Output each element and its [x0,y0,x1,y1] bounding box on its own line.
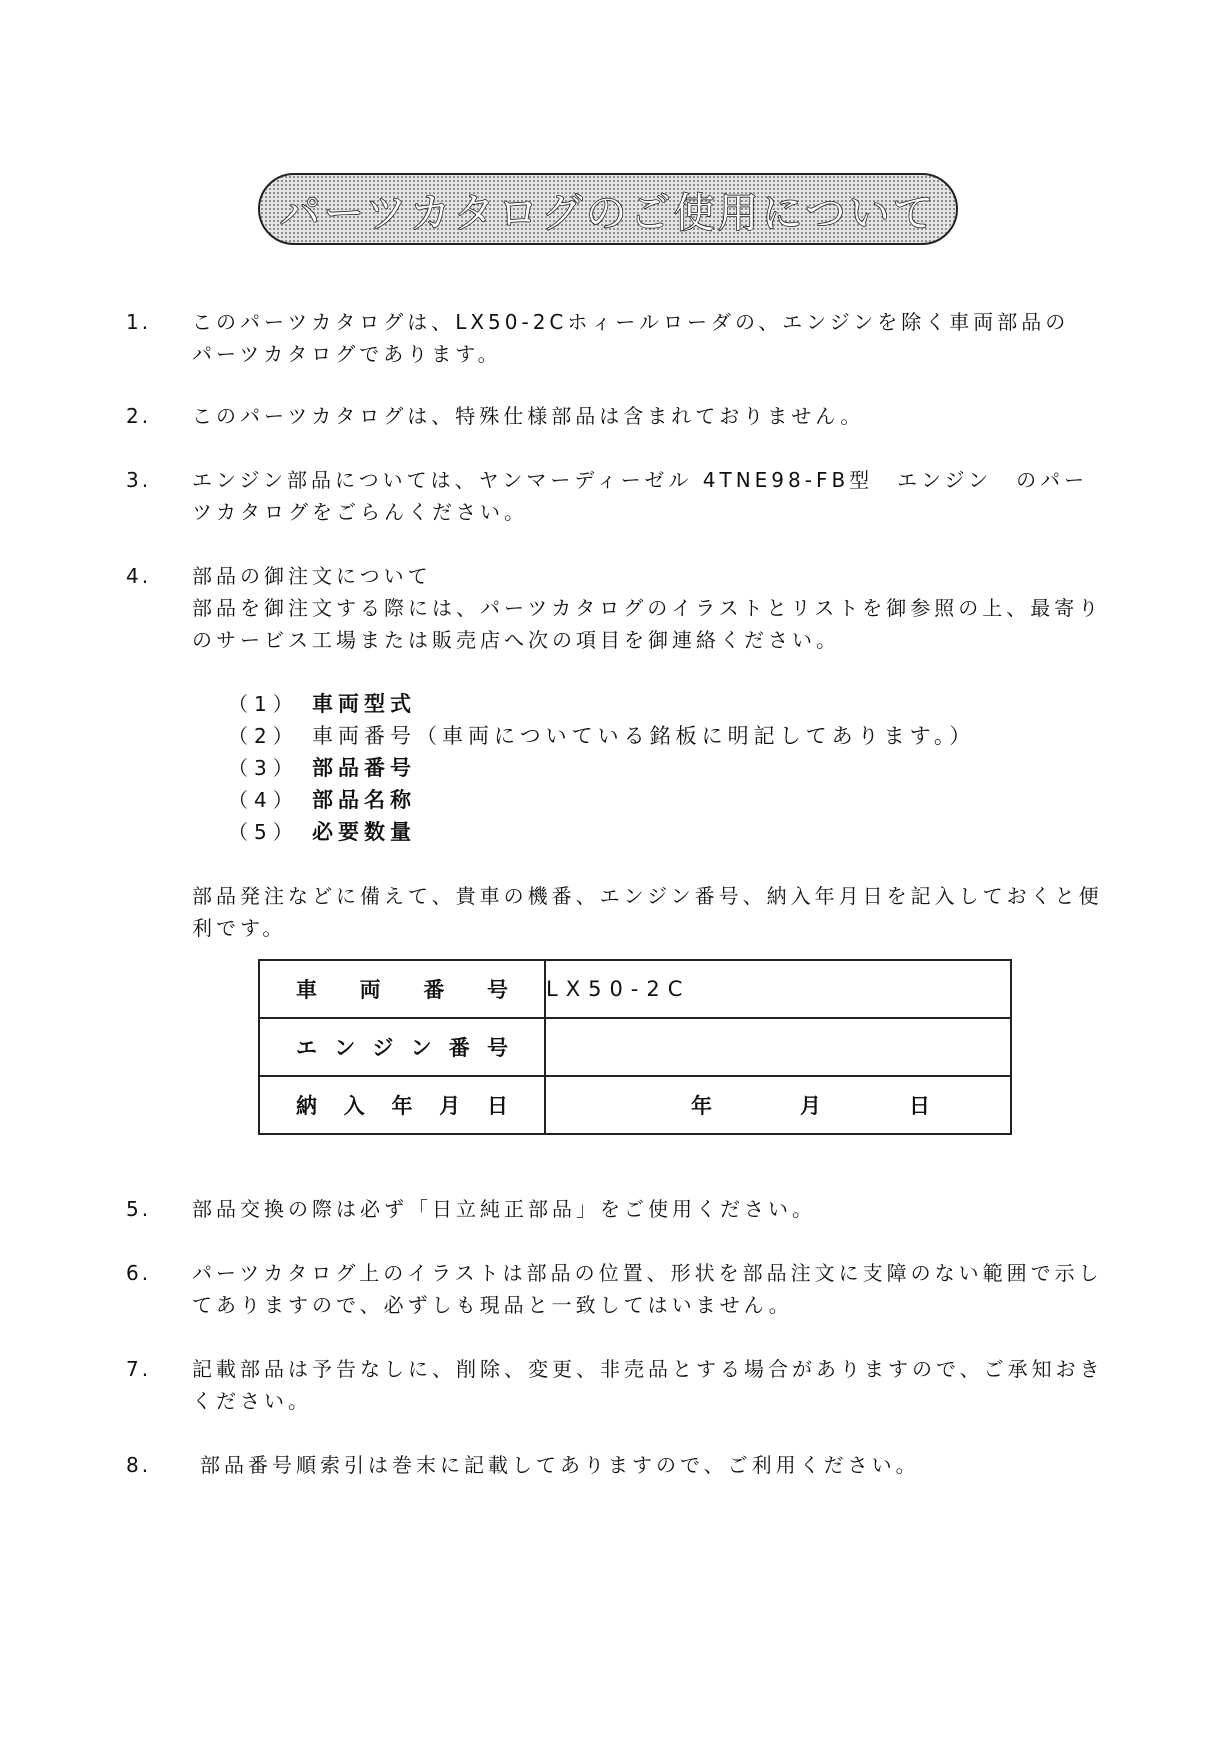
label-char: 番 [423,978,445,1002]
label-char: 号 [486,978,508,1002]
item-5-number: 5. [126,1197,152,1221]
order-item-1-number: （1） [228,692,299,716]
label-char: 日 [487,1094,508,1118]
item-6-number: 6. [126,1261,152,1285]
label-char: 号 [486,1036,508,1060]
item-4-number: 4. [126,564,152,588]
date-day-unit: 日 [909,1094,930,1118]
table-row [259,960,1011,1018]
label-char: 車 [296,978,317,1002]
order-item-4-text: 部品名称 [312,788,416,812]
item-7-number: 7. [126,1357,152,1381]
item-2-line-1: このパーツカタログは、特殊仕様部品は含まれておりません。 [192,404,865,428]
item-4-line-1: 部品の御注文について [192,564,432,588]
item-3-line-1: エンジン部品については、ヤンマーディーゼル 4TNE98-FB型 エンジン のパー [192,468,1089,492]
order-item-1-text: 車両型式 [312,692,416,716]
item-8-number: 8. [126,1453,152,1477]
item-3-line-2: ツカタログをごらんください。 [192,500,528,524]
item-1-number: 1. [126,310,152,334]
order-item-3-number: （3） [228,756,299,780]
title-banner [258,173,958,245]
label-char: 番 [448,1036,470,1060]
label-char: ン [334,1036,356,1060]
note-line-2: 利です。 [192,916,287,940]
item-4-line-3: のサービス工場または販売店へ次の項目を御連絡ください。 [192,628,840,652]
item-1-line-1: このパーツカタログは、LX50-2Cホィールローダの、エンジンを除く車両部品の [192,310,1070,334]
note-line-1: 部品発注などに備えて、貴車の機番、エンジン番号、納入年月日を記入しておくと便 [192,884,1103,908]
label-char: 年 [391,1094,413,1118]
item-4-line-2: 部品を御注文する際には、パーツカタログのイラストとリストを御参照の上、最寄り [192,596,1103,620]
order-item-4-number: （4） [228,788,299,812]
delivery-date-value [545,1076,1011,1134]
item-7-line-2: ください。 [192,1389,312,1413]
table-row [259,1076,1011,1134]
label-char: 月 [439,1094,461,1118]
engine-number-value [545,1018,1011,1076]
date-year-unit: 年 [691,1094,712,1118]
order-item-3-text: 部品番号 [312,756,416,780]
page-title: パーツカタログのご使用について [279,188,937,237]
item-6-line-1: パーツカタログ上のイラストは部品の位置、形状を部品注文に支障のない範囲で示し [192,1261,1103,1285]
label-char: 入 [343,1094,365,1118]
item-8-line-1: 部品番号順索引は巻末に記載してありますので、ご利用ください。 [200,1453,920,1477]
item-3-number: 3. [126,468,152,492]
vehicle-info-table [258,959,1012,1135]
table-row [259,1018,1011,1076]
table-label-cell [259,960,545,1018]
label-char: 納 [296,1094,317,1118]
date-month-unit: 月 [800,1094,821,1118]
order-item-5-number: （5） [228,820,299,844]
item-7-line-1: 記載部品は予告なしに、削除、変更、非売品とする場合がありますので、ご承知おき [192,1357,1104,1381]
label-char: ジ [372,1036,394,1060]
label-char: ン [410,1036,432,1060]
order-item-2-text: 車両番号（車両についている銘板に明記してあります。） [312,724,976,748]
order-item-5-text: 必要数量 [312,820,416,844]
item-5-line-1: 部品交換の際は必ず「日立純正部品」をご使用ください。 [192,1197,816,1221]
label-char: 両 [359,978,381,1002]
vehicle-number-value: LX50-2C [545,960,1011,1018]
item-2-number: 2. [126,404,152,428]
item-6-line-2: てありますので、必ずしも現品と一致してはいません。 [192,1293,793,1317]
item-1-line-2: パーツカタログであります。 [192,342,502,366]
table-label-cell [259,1018,545,1076]
order-item-2-number: （2） [228,724,299,748]
label-char: エ [296,1036,317,1060]
table-label-cell [259,1076,545,1134]
